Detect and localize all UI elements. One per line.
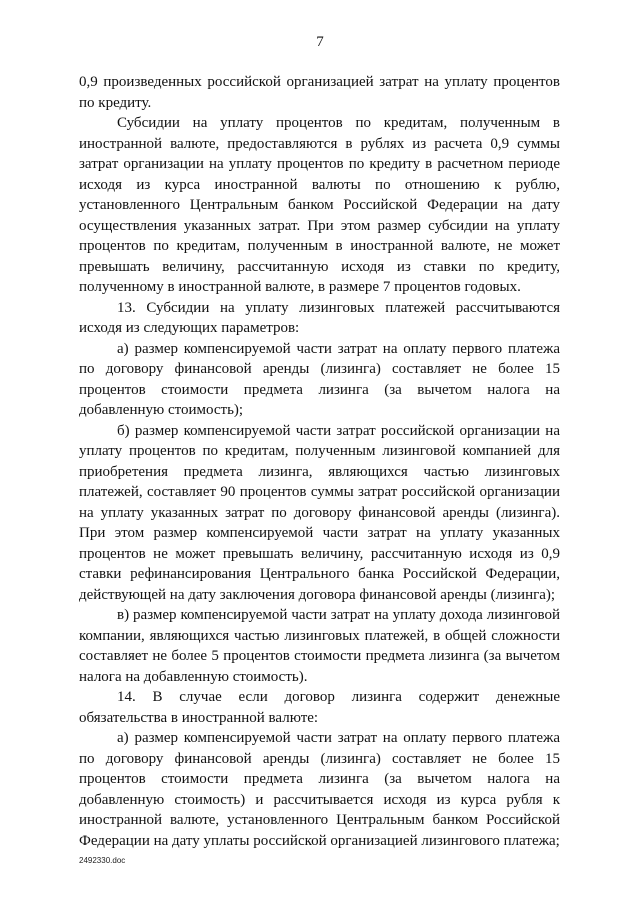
page-number: 7 (316, 34, 324, 50)
footer-filename: 2492330.doc (79, 856, 126, 865)
paragraph-item-14a: а) размер компенсируемой части затрат на оплату первого платежа по договору финансовой аренды (лизинга) составляет не более 15 процентов стоимости предмета лизинга (за вычетом налога на добавленную стоимость) и рассчитывается исходя из курса рубля к иностранной валюте, установленного Центральным банком Российской Федерации на дату уплаты российской организацией лизингового платежа; (79, 730, 560, 849)
document-body (79, 72, 560, 851)
paragraph-foreign-currency-subsidies: Субсидии на уплату процентов по кредитам, полученным в иностранной валюте, предоставляются в рублях из расчета 0,9 суммы затрат организации на уплату процентов по кредиту в расчетном периоде исходя из курса иностранной валюты по отношению к рублю, установленного Центральным банком Российской Федерации на дату осуществления указанных затрат. При этом размер субсидии на уплату процентов по кредитам, полученным в иностранной валюте, не может превышать величину, рассчитанную исходя из ставки по кредиту, полученному в иностранной валюте, в размере 7 процентов годовых. (79, 115, 560, 295)
paragraph-item-14: 14. В случае если договор лизинга содержит денежные обязательства в иностранной валюте: (79, 689, 560, 726)
paragraph-item-13v: в) размер компенсируемой части затрат на уплату дохода лизинговой компании, являющихся частью лизинговых платежей, в общей сложности составляет не более 5 процентов стоимости предмета лизинга (за вычетом налога на добавленную стоимость). (79, 607, 560, 685)
paragraph-item-13a: а) размер компенсируемой части затрат на оплату первого платежа по договору финансовой аренды (лизинга) составляет не более 15 процентов стоимости предмета лизинга (за вычетом налога на добавленную стоимость); (79, 340, 560, 418)
paragraph-item-13: 13. Субсидии на уплату лизинговых платежей рассчитываются исходя из следующих параметров: (79, 299, 560, 336)
paragraph-interest-continuation: 0,9 произведенных российской организацией затрат на уплату процентов по кредиту. (79, 74, 560, 111)
paragraph-item-13b: б) размер компенсируемой части затрат российской организации на уплату процентов по кредитам, полученным лизинговой компанией для приобретения предмета лизинга, являющихся частью лизинговых платежей, составляет 90 процентов суммы затрат российской организации на уплату указанных затрат по договору финансовой аренды (лизинга). При этом размер компенсируемой части затрат на уплату указанных процентов не может превышать величину, рассчитанную исходя из 0,9 ставки рефинансирования Центрального банка Российской Федерации, действующей на дату заключения договора финансовой аренды (лизинга); (79, 422, 560, 603)
